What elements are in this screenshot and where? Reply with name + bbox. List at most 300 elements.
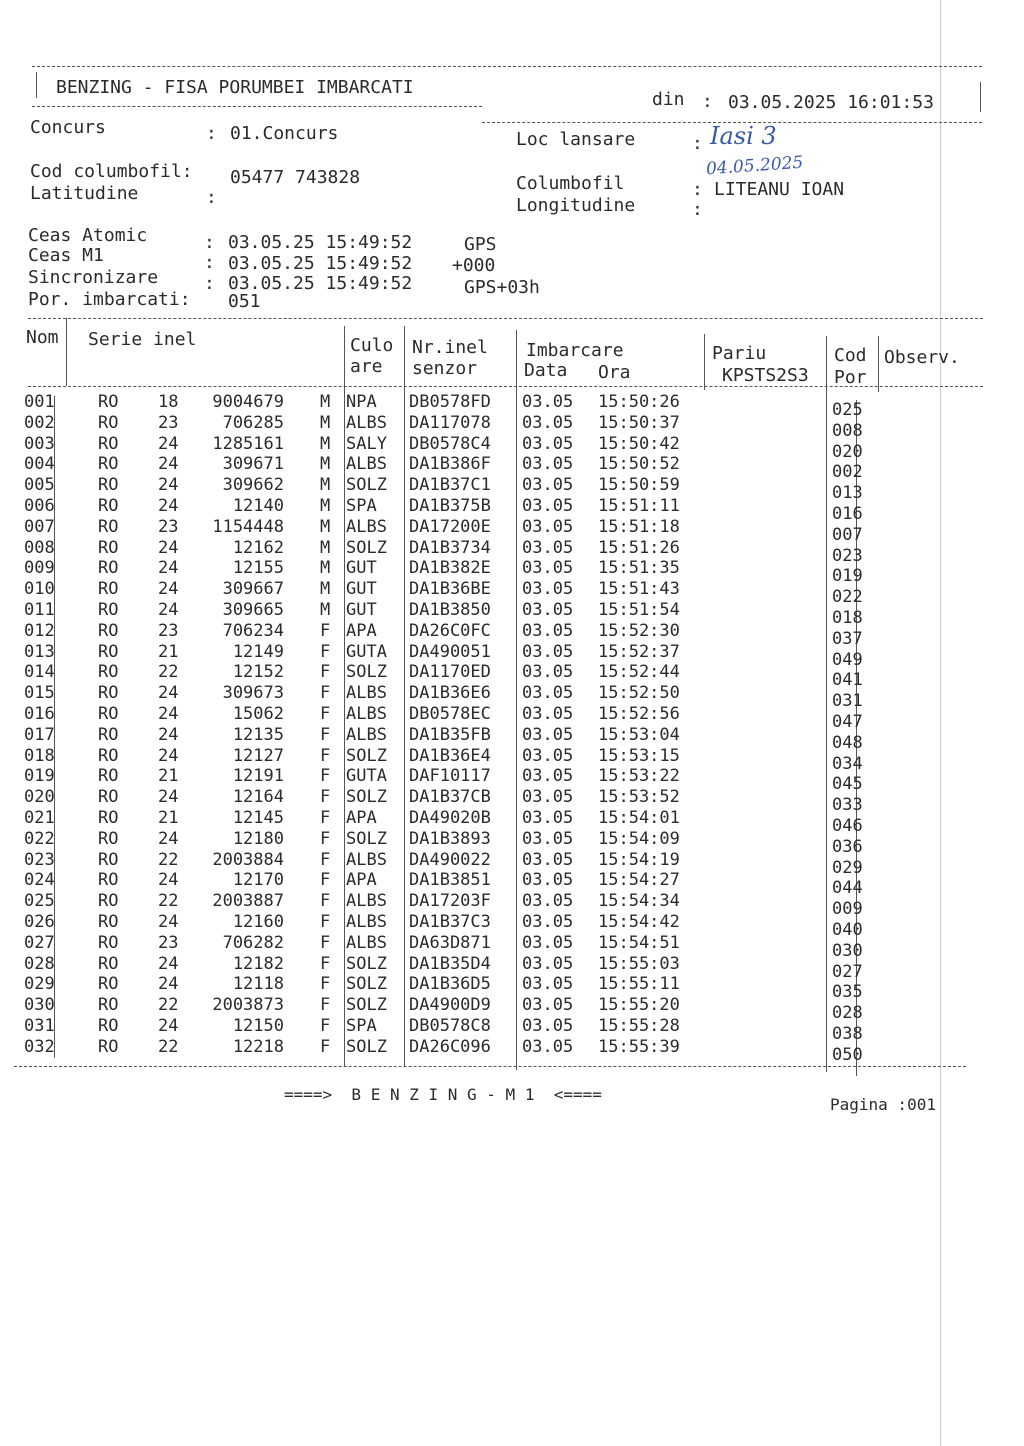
cell-row-number: 015 <box>24 683 55 704</box>
sincronizare-label: Sincronizare <box>28 267 159 288</box>
cell-sensor-ring: DA1B36BE <box>409 579 491 600</box>
cod-label: Cod columbofil: <box>30 161 193 182</box>
table-row <box>24 953 924 982</box>
ceas-m1-sep: : <box>204 252 215 273</box>
cell-ring-number: 2003873 <box>212 995 284 1016</box>
cell-ring-number: 309665 <box>222 600 284 620</box>
cell-boarding-time: 15:50:42 <box>598 433 680 454</box>
cell-ring-year: 21 <box>158 641 179 662</box>
cell-country-code: RO <box>98 558 119 579</box>
table-row <box>24 579 924 608</box>
cell-ring-number: 12191 <box>232 766 284 787</box>
cell-sensor-ring: DA1B3851 <box>409 870 491 891</box>
cell-ring-year: 24 <box>158 475 179 496</box>
cell-boarding-date: 03.05 <box>522 849 574 870</box>
cell-ring-year: 24 <box>158 787 179 808</box>
cell-cod-por: 008 <box>832 420 863 441</box>
cell-boarding-time: 15:54:09 <box>598 828 680 849</box>
cod-value: 05477 743828 <box>230 167 361 188</box>
cell-sensor-ring: DAF10117 <box>409 766 491 787</box>
cell-sex: F <box>320 766 331 787</box>
table-row <box>24 392 924 420</box>
cell-ring-number: 12160 <box>232 912 284 932</box>
cell-ring-year: 24 <box>158 600 179 620</box>
cell-cod-por: 037 <box>832 628 863 649</box>
cell-cod-por: 016 <box>832 504 863 524</box>
cell-row-number: 003 <box>24 433 55 454</box>
cell-color: SOLZ <box>346 1036 387 1057</box>
cell-sex: F <box>320 912 331 932</box>
cell-cod-por: 035 <box>832 982 863 1003</box>
cell-color: SALY <box>346 433 387 454</box>
ceas-m1-extra: +000 <box>452 255 496 276</box>
table-row <box>24 475 924 504</box>
cell-color: SOLZ <box>346 974 387 995</box>
cell-boarding-time: 15:55:03 <box>598 953 680 974</box>
cell-boarding-time: 15:53:22 <box>598 766 680 787</box>
cell-color: ALBS <box>346 412 387 433</box>
cell-color: GUTA <box>346 766 387 787</box>
cell-color: SPA <box>346 496 377 516</box>
table-row <box>24 1016 924 1044</box>
cell-cod-por: 041 <box>832 670 863 691</box>
cell-color: GUT <box>346 579 377 600</box>
cell-row-number: 020 <box>24 787 55 808</box>
cell-row-number: 007 <box>24 516 55 537</box>
table-row <box>24 1036 924 1065</box>
cell-color: GUT <box>346 600 377 620</box>
cell-boarding-time: 15:52:30 <box>598 620 680 641</box>
cell-row-number: 004 <box>24 454 55 475</box>
sincronizare-value: 03.05.25 15:49:52 <box>228 273 413 294</box>
cell-sensor-ring: DA1B37CB <box>409 787 491 808</box>
cell-cod-por: 047 <box>832 712 863 732</box>
cell-sensor-ring: DA4900D9 <box>409 995 491 1016</box>
cell-ring-number: 12152 <box>232 662 284 683</box>
cell-color: GUTA <box>346 641 387 662</box>
cell-sex: M <box>320 600 331 620</box>
cell-ring-number: 12162 <box>232 537 284 558</box>
cell-sensor-ring: DA1B3893 <box>409 828 491 849</box>
cell-country-code: RO <box>98 808 119 828</box>
cell-country-code: RO <box>98 392 119 412</box>
cell-row-number: 018 <box>24 745 55 766</box>
cell-color: APA <box>346 870 377 891</box>
cell-boarding-time: 15:54:27 <box>598 870 680 891</box>
cell-color: SOLZ <box>346 662 387 683</box>
table-row <box>24 724 924 753</box>
concurs-label: Concurs <box>30 117 106 138</box>
cell-ring-number: 12155 <box>232 558 284 579</box>
long-sep: : <box>692 199 703 220</box>
cell-boarding-time: 15:50:52 <box>598 454 680 475</box>
cell-boarding-time: 15:55:39 <box>598 1036 680 1057</box>
cell-cod-por: 048 <box>832 732 863 753</box>
cell-row-number: 027 <box>24 932 55 953</box>
cell-ring-year: 24 <box>158 704 179 724</box>
long-label: Longitudine <box>516 195 636 216</box>
cell-boarding-date: 03.05 <box>522 454 574 475</box>
cell-boarding-date: 03.05 <box>522 392 574 412</box>
cell-ring-year: 21 <box>158 766 179 787</box>
cell-color: ALBS <box>346 454 387 475</box>
cell-country-code: RO <box>98 912 119 932</box>
table-row <box>24 516 924 545</box>
cell-ring-number: 12135 <box>232 724 284 745</box>
cell-row-number: 009 <box>24 558 55 579</box>
page-edge <box>940 0 941 1446</box>
cell-boarding-date: 03.05 <box>522 932 574 953</box>
th-nrinel: Nr.inel <box>412 337 488 358</box>
cell-boarding-date: 03.05 <box>522 724 574 745</box>
cell-sensor-ring: DA1B382E <box>409 558 491 579</box>
cell-row-number: 022 <box>24 828 55 849</box>
table-row <box>24 849 924 878</box>
cell-sensor-ring: DA1B3734 <box>409 537 491 558</box>
cell-sex: F <box>320 704 331 724</box>
cell-ring-year: 24 <box>158 537 179 558</box>
cell-ring-number: 15062 <box>232 704 284 724</box>
cell-cod-por: 018 <box>832 608 863 628</box>
page-number: Pagina :001 <box>830 1095 936 1114</box>
cell-cod-por: 049 <box>832 649 863 670</box>
table-row <box>24 870 924 899</box>
cell-ring-number: 2003884 <box>212 849 284 870</box>
cell-country-code: RO <box>98 600 119 620</box>
cell-sex: F <box>320 641 331 662</box>
cell-sex: M <box>320 579 331 600</box>
sincronizare-sep: : <box>204 273 215 294</box>
cell-boarding-date: 03.05 <box>522 787 574 808</box>
cell-country-code: RO <box>98 662 119 683</box>
cell-sex: F <box>320 891 331 912</box>
cell-cod-por: 033 <box>832 795 863 816</box>
cell-ring-number: 309667 <box>222 579 284 600</box>
cell-ring-number: 2003887 <box>212 891 284 912</box>
date-separator: : <box>702 91 713 112</box>
cell-row-number: 016 <box>24 704 55 724</box>
cell-boarding-date: 03.05 <box>522 537 574 558</box>
ceas-m1-label: Ceas M1 <box>28 245 104 266</box>
cell-sensor-ring: DA1B35FB <box>409 724 491 745</box>
cell-row-number: 029 <box>24 974 55 995</box>
cell-sex: F <box>320 724 331 745</box>
cell-country-code: RO <box>98 683 119 704</box>
cell-color: GUT <box>346 558 377 579</box>
cell-color: ALBS <box>346 704 387 724</box>
table-row <box>24 995 924 1024</box>
cell-boarding-date: 03.05 <box>522 995 574 1016</box>
cell-country-code: RO <box>98 704 119 724</box>
cell-color: SPA <box>346 1016 377 1036</box>
cell-cod-por: 030 <box>832 940 863 961</box>
cell-ring-year: 18 <box>158 392 179 412</box>
cell-ring-number: 1154448 <box>212 516 284 537</box>
header-mid-rule <box>32 106 482 107</box>
cell-cod-por: 050 <box>832 1044 863 1065</box>
cell-cod-por: 019 <box>832 566 863 587</box>
table-row <box>24 558 924 587</box>
th-culo-2: are <box>350 356 383 377</box>
cell-boarding-time: 15:53:15 <box>598 745 680 766</box>
cell-boarding-date: 03.05 <box>522 1036 574 1057</box>
footer-title: ====> B E N Z I N G - M 1 <==== <box>284 1085 602 1104</box>
ceas-atomic-value: 03.05.25 15:49:52 <box>228 232 413 253</box>
cell-row-number: 028 <box>24 953 55 974</box>
cell-cod-por: 038 <box>832 1024 863 1044</box>
cell-row-number: 011 <box>24 600 55 620</box>
cell-color: NPA <box>346 392 377 412</box>
cell-cod-por: 007 <box>832 524 863 545</box>
table-row <box>24 641 924 670</box>
cell-ring-year: 24 <box>158 724 179 745</box>
cell-row-number: 019 <box>24 766 55 787</box>
cell-country-code: RO <box>98 787 119 808</box>
cell-color: SOLZ <box>346 745 387 766</box>
cell-cod-por: 022 <box>832 587 863 608</box>
cell-cod-por: 025 <box>832 400 863 420</box>
cell-boarding-time: 15:51:18 <box>598 516 680 537</box>
sincronizare-extra: GPS+03h <box>464 277 540 298</box>
cell-sex: M <box>320 454 331 475</box>
cell-ring-year: 22 <box>158 662 179 683</box>
date-label: din <box>652 89 685 110</box>
cell-boarding-date: 03.05 <box>522 496 574 516</box>
table-row <box>24 454 924 483</box>
th-data: Data <box>524 360 568 381</box>
header-top-rule <box>32 66 982 67</box>
cell-row-number: 030 <box>24 995 55 1016</box>
loc-handwritten: Iasi 3 <box>710 122 777 150</box>
table-row <box>24 412 924 441</box>
cell-boarding-date: 03.05 <box>522 953 574 974</box>
cell-sex: F <box>320 953 331 974</box>
cell-country-code: RO <box>98 1016 119 1036</box>
cell-boarding-time: 15:52:37 <box>598 641 680 662</box>
handwritten-date: 04.05.2025 <box>705 152 804 180</box>
header-right-border <box>980 82 981 112</box>
cell-ring-number: 12149 <box>232 641 284 662</box>
cell-ring-number: 9004679 <box>212 392 284 412</box>
cell-country-code: RO <box>98 641 119 662</box>
cell-boarding-date: 03.05 <box>522 870 574 891</box>
cell-ring-number: 12182 <box>232 953 284 974</box>
ceas-atomic-extra: GPS <box>464 234 497 255</box>
cell-ring-year: 23 <box>158 516 179 537</box>
cell-boarding-time: 15:55:28 <box>598 1016 680 1036</box>
cell-country-code: RO <box>98 891 119 912</box>
cell-sensor-ring: DA49020B <box>409 808 491 828</box>
cell-country-code: RO <box>98 932 119 953</box>
table-row <box>24 808 924 836</box>
cell-sex: F <box>320 974 331 995</box>
cell-sensor-ring: DB0578C4 <box>409 433 491 454</box>
cell-sensor-ring: DA1B36E4 <box>409 745 491 766</box>
cell-country-code: RO <box>98 745 119 766</box>
cell-sex: F <box>320 683 331 704</box>
cell-ring-number: 12145 <box>232 808 284 828</box>
cell-sensor-ring: DA26C0FC <box>409 620 491 641</box>
cell-color: SOLZ <box>346 787 387 808</box>
cell-boarding-date: 03.05 <box>522 579 574 600</box>
cell-country-code: RO <box>98 454 119 475</box>
cell-country-code: RO <box>98 995 119 1016</box>
cell-sensor-ring: DA1170ED <box>409 662 491 683</box>
cell-color: APA <box>346 620 377 641</box>
cell-cod-por: 036 <box>832 836 863 857</box>
table-top-rule <box>28 318 983 319</box>
cell-boarding-time: 15:50:59 <box>598 475 680 496</box>
cell-row-number: 014 <box>24 662 55 683</box>
cell-sex: F <box>320 620 331 641</box>
table-row <box>24 932 924 961</box>
table-bottom-rule <box>14 1066 966 1067</box>
por-label: Por. imbarcati: <box>28 289 191 310</box>
ceas-atomic-label: Ceas Atomic <box>28 225 148 246</box>
cell-ring-number: 706285 <box>222 412 284 433</box>
th-observ: Observ. <box>884 347 960 368</box>
cell-sensor-ring: DA1B36E6 <box>409 683 491 704</box>
cell-boarding-time: 15:50:37 <box>598 412 680 433</box>
cell-ring-year: 24 <box>158 558 179 579</box>
cell-ring-year: 24 <box>158 1016 179 1036</box>
cell-boarding-time: 15:51:35 <box>598 558 680 579</box>
cell-ring-year: 24 <box>158 454 179 475</box>
table-row <box>24 974 924 1003</box>
cell-sensor-ring: DA17203F <box>409 891 491 912</box>
table-row <box>24 662 924 691</box>
cell-country-code: RO <box>98 870 119 891</box>
cell-boarding-date: 03.05 <box>522 745 574 766</box>
cell-boarding-time: 15:52:44 <box>598 662 680 683</box>
cell-ring-year: 23 <box>158 932 179 953</box>
columbofil-sep: : <box>692 179 703 200</box>
cell-ring-year: 22 <box>158 891 179 912</box>
cell-ring-number: 309673 <box>222 683 284 704</box>
table-row <box>24 704 924 732</box>
cell-country-code: RO <box>98 766 119 787</box>
table-row <box>24 787 924 816</box>
cell-boarding-date: 03.05 <box>522 808 574 828</box>
document-title: BENZING - FISA PORUMBEI IMBARCATI <box>56 77 414 98</box>
cell-country-code: RO <box>98 412 119 433</box>
cell-cod-por: 020 <box>832 441 863 462</box>
columbofil-value: LITEANU IOAN <box>714 179 845 200</box>
cell-sex: F <box>320 870 331 891</box>
cell-country-code: RO <box>98 496 119 516</box>
cell-sensor-ring: DA490051 <box>409 641 491 662</box>
cell-boarding-date: 03.05 <box>522 704 574 724</box>
cell-cod-por: 009 <box>832 899 863 920</box>
table-row <box>24 766 924 795</box>
cell-sex: F <box>320 662 331 683</box>
cell-row-number: 012 <box>24 620 55 641</box>
cell-boarding-date: 03.05 <box>522 433 574 454</box>
cell-cod-por: 013 <box>832 483 863 504</box>
cell-sensor-ring: DA1B37C3 <box>409 912 491 932</box>
cell-ring-year: 24 <box>158 870 179 891</box>
cell-color: ALBS <box>346 683 387 704</box>
th-pariu: Pariu <box>712 343 767 364</box>
cell-ring-number: 706234 <box>222 620 284 641</box>
loc-label: Loc lansare <box>516 129 636 150</box>
th-ora: Ora <box>598 362 631 383</box>
cell-color: ALBS <box>346 849 387 870</box>
cell-sex: M <box>320 558 331 579</box>
cell-boarding-date: 03.05 <box>522 662 574 683</box>
cell-ring-number: 12218 <box>232 1036 284 1057</box>
cell-cod-por: 028 <box>832 1003 863 1024</box>
cell-boarding-time: 15:51:11 <box>598 496 680 516</box>
th-imbarcare: Imbarcare <box>526 340 624 361</box>
cell-ring-year: 24 <box>158 579 179 600</box>
cell-row-number: 010 <box>24 579 55 600</box>
cell-boarding-date: 03.05 <box>522 891 574 912</box>
cell-boarding-date: 03.05 <box>522 558 574 579</box>
cell-row-number: 017 <box>24 724 55 745</box>
cell-sensor-ring: DA1B3850 <box>409 600 491 620</box>
loc-sep: : <box>692 133 703 154</box>
table-row <box>24 496 924 524</box>
cell-sensor-ring: DA490022 <box>409 849 491 870</box>
cell-country-code: RO <box>98 516 119 537</box>
cell-cod-por: 034 <box>832 753 863 774</box>
th-pariu-2: KPSTS2S3 <box>722 365 809 386</box>
cell-sex: M <box>320 392 331 412</box>
cell-boarding-date: 03.05 <box>522 766 574 787</box>
cell-boarding-time: 15:54:42 <box>598 912 680 932</box>
cell-ring-number: 309671 <box>222 454 284 475</box>
cell-ring-year: 21 <box>158 808 179 828</box>
cell-sex: F <box>320 849 331 870</box>
cell-ring-number: 12170 <box>232 870 284 891</box>
cell-color: ALBS <box>346 891 387 912</box>
cell-sex: F <box>320 808 331 828</box>
cell-boarding-date: 03.05 <box>522 974 574 995</box>
cell-boarding-time: 15:53:04 <box>598 724 680 745</box>
cell-country-code: RO <box>98 953 119 974</box>
th-nom: Nom <box>26 327 59 348</box>
cell-country-code: RO <box>98 579 119 600</box>
cell-boarding-date: 03.05 <box>522 641 574 662</box>
cell-sex: M <box>320 496 331 516</box>
cell-ring-number: 12180 <box>232 828 284 849</box>
table-row <box>24 745 924 774</box>
columbofil-label: Columbofil <box>516 173 625 194</box>
table-row <box>24 683 924 712</box>
cell-color: SOLZ <box>346 475 387 496</box>
cell-sex: F <box>320 1036 331 1057</box>
table-row <box>24 537 924 566</box>
table-row <box>24 828 924 857</box>
cell-ring-year: 24 <box>158 828 179 849</box>
cell-country-code: RO <box>98 974 119 995</box>
lat-label: Latitudine <box>30 183 139 204</box>
cell-cod-por: 044 <box>832 878 863 899</box>
cell-row-number: 021 <box>24 808 55 828</box>
cell-country-code: RO <box>98 828 119 849</box>
cell-sensor-ring: DA1B35D4 <box>409 953 491 974</box>
cell-color: ALBS <box>346 932 387 953</box>
cell-ring-year: 23 <box>158 412 179 433</box>
cell-boarding-date: 03.05 <box>522 516 574 537</box>
cell-boarding-date: 03.05 <box>522 912 574 932</box>
table-row <box>24 891 924 920</box>
cell-country-code: RO <box>98 475 119 496</box>
cell-color: SOLZ <box>346 537 387 558</box>
cell-ring-number: 1285161 <box>212 433 284 454</box>
cell-ring-year: 24 <box>158 433 179 454</box>
